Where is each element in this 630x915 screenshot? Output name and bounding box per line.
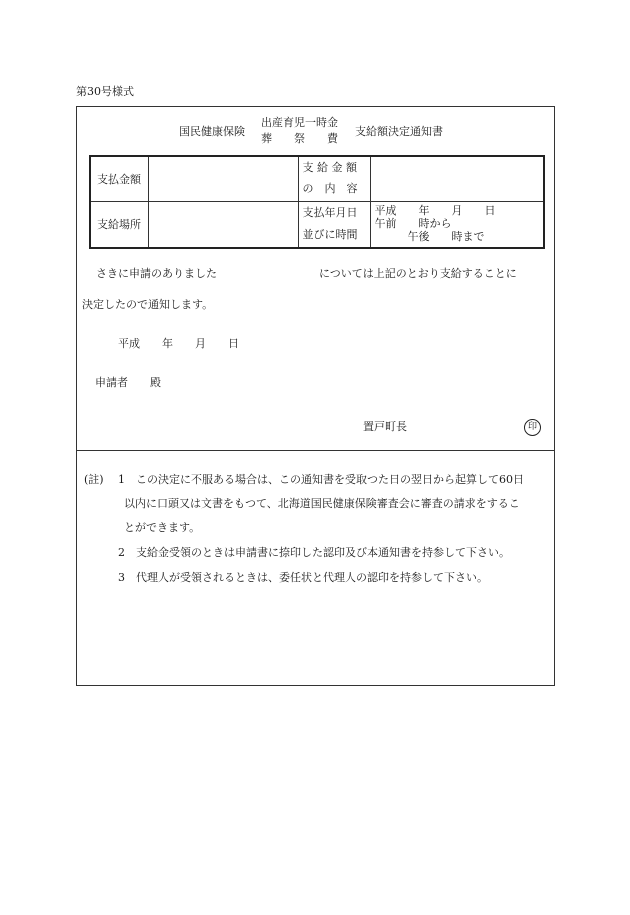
note-1-line3: とができます。: [124, 521, 201, 534]
note-3-number: 3: [118, 571, 125, 584]
payment-amount-value: [148, 156, 298, 201]
payment-datetime-value: [370, 201, 544, 248]
title-insurance: 国民健康保険: [179, 125, 245, 138]
payment-datetime-label-line2: 並びに時間: [302, 228, 358, 242]
payment-time-from-line: 午前 時から: [374, 216, 452, 230]
payment-detail-label-line1: 支 給 金 額: [302, 160, 357, 174]
note-1-number: 1: [118, 473, 125, 486]
notice-sentence-end: 決定したので通知します。: [82, 298, 214, 311]
title-notice: 支給額決定通知書: [355, 125, 443, 138]
form-number: 第30号様式: [76, 85, 134, 98]
note-1-line1: この決定に不服ある場合は、この通知書を受取つた日の翌日から起算して60日: [136, 473, 524, 486]
note-3-text: 代理人が受領されるときは、委任状と代理人の認印を持参して下さい。: [136, 571, 488, 584]
payment-detail-value: [370, 156, 544, 201]
notes-divider: [76, 450, 555, 451]
notice-sentence-start: さきに申請のありました: [96, 267, 217, 280]
note-2-text: 支給金受領のときは申請書に捺印した認印及び本通知書を持参して下さい。: [136, 546, 510, 559]
payment-date-line: 平成 年 月 日: [374, 204, 496, 218]
notice-sentence-middle: については上記のとおり支給することに: [319, 267, 517, 280]
title-funeral-expense: 葬 祭 費: [261, 132, 338, 145]
payment-detail-label-line2: の 内 容: [302, 182, 358, 196]
note-1-line2: 以内に口頭又は文書をもつて、北海道国民健康保険審査会に審査の請求をするこ: [124, 497, 520, 510]
payment-place-value: [148, 201, 298, 248]
notes-heading: (註): [84, 473, 104, 486]
seal-stamp: 印: [524, 419, 541, 436]
payment-table: [89, 155, 545, 249]
payment-time-to-line: 午後 時まで: [374, 229, 485, 243]
title-childbirth-grant: 出産育児一時金: [261, 116, 338, 129]
payment-amount-label: 支払金額: [90, 156, 148, 201]
payment-datetime-label: [298, 201, 370, 248]
note-2-number: 2: [118, 546, 125, 559]
applicant-line: 申請者 殿: [95, 376, 161, 389]
payment-place-label: 支給場所: [90, 201, 148, 248]
notice-date: 平成 年 月 日: [118, 337, 239, 350]
payment-detail-label: [298, 156, 370, 201]
issuer-name: 置戸町長: [363, 420, 407, 433]
payment-datetime-label-line1: 支払年月日: [302, 205, 358, 219]
